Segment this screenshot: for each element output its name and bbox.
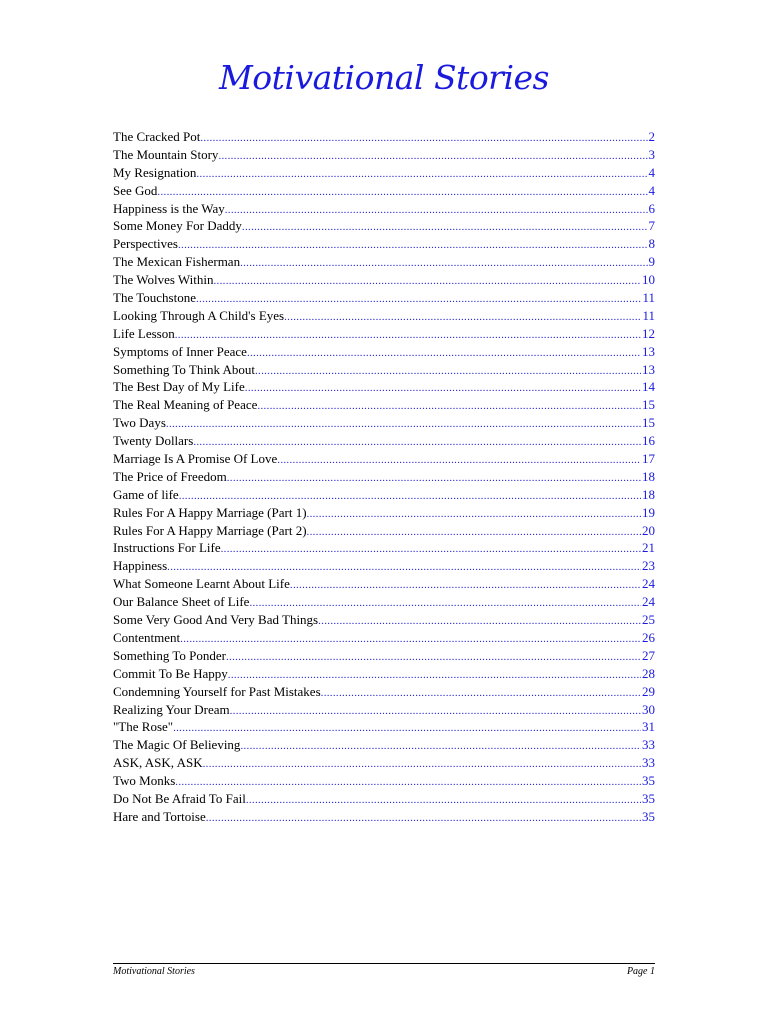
toc-entry[interactable]: [113, 754, 655, 772]
toc-dot-leader: [247, 345, 641, 363]
toc-entry[interactable]: [113, 217, 655, 235]
toc-entry-page-number[interactable]: 11: [642, 307, 655, 323]
toc-entry-page-number[interactable]: 8: [648, 236, 655, 252]
toc-dot-leader: [307, 506, 641, 524]
toc-entry[interactable]: [113, 343, 655, 361]
toc-entry-title[interactable]: What Someone Learnt About Life: [113, 576, 290, 592]
toc-entry-title[interactable]: My Resignation: [113, 164, 197, 180]
toc-entry-title[interactable]: Hare and Tortoise: [113, 808, 206, 824]
toc-entry-title[interactable]: Perspectives: [113, 236, 178, 252]
toc-entry[interactable]: [113, 808, 655, 826]
toc-dot-leader: [203, 756, 641, 774]
toc-entry-page-number[interactable]: 24: [642, 576, 655, 592]
toc-entry-page-number[interactable]: 35: [642, 773, 655, 789]
toc-entry-page-number[interactable]: 33: [642, 737, 655, 753]
footer-document-name: Motivational Stories: [113, 966, 195, 977]
toc-entry[interactable]: [113, 146, 655, 164]
toc-entry-title[interactable]: ASK, ASK, ASK: [113, 755, 203, 771]
toc-entry[interactable]: [113, 575, 655, 593]
toc-entry[interactable]: [113, 432, 655, 450]
toc-dot-leader: [214, 273, 642, 291]
toc-entry[interactable]: [113, 378, 655, 396]
toc-entry-title[interactable]: The Mexican Fisherman: [113, 254, 241, 270]
toc-entry-title[interactable]: Symptoms of Inner Peace: [113, 343, 247, 359]
toc-entry-page-number[interactable]: 35: [642, 808, 655, 824]
toc-entry-page-number[interactable]: 10: [642, 272, 655, 288]
toc-entry[interactable]: [113, 718, 655, 736]
toc-entry-title[interactable]: The Best Day of My Life: [113, 379, 245, 395]
toc-dot-leader: [246, 792, 641, 810]
toc-entry-title[interactable]: Two Monks: [113, 773, 176, 789]
toc-dot-leader: [200, 130, 647, 148]
toc-entry[interactable]: [113, 200, 655, 218]
toc-entry-title[interactable]: The Real Meaning of Peace: [113, 397, 258, 413]
toc-entry-page-number[interactable]: 6: [648, 200, 655, 216]
toc-dot-leader: [178, 237, 648, 255]
toc-entry[interactable]: [113, 414, 655, 432]
toc-entry-title[interactable]: "The Rose": [113, 719, 174, 735]
toc-entry[interactable]: [113, 611, 655, 629]
toc-entry[interactable]: [113, 557, 655, 575]
toc-dot-leader: [180, 631, 641, 649]
toc-entry-page-number[interactable]: 19: [642, 504, 655, 520]
toc-dot-leader: [257, 398, 641, 416]
toc-entry-page-number[interactable]: 29: [642, 683, 655, 699]
toc-entry-page-number[interactable]: 33: [642, 755, 655, 771]
toc-entry[interactable]: [113, 522, 655, 540]
toc-dot-leader: [307, 524, 641, 542]
toc-entry-title[interactable]: Looking Through A Child's Eyes: [113, 307, 285, 323]
toc-dot-leader: [242, 219, 648, 237]
toc-entry-page-number[interactable]: 31: [642, 719, 655, 735]
toc-dot-leader: [230, 703, 641, 721]
toc-entry-title[interactable]: Rules For A Happy Marriage (Part 2): [113, 522, 307, 538]
toc-dot-leader: [321, 685, 641, 703]
toc-entry-page-number[interactable]: 15: [642, 397, 655, 413]
toc-entry-title[interactable]: Life Lesson: [113, 325, 175, 341]
toc-entry-page-number[interactable]: 21: [642, 540, 655, 556]
footer-page-number: Page 1: [626, 966, 655, 977]
toc-entry-title[interactable]: The Touchstone: [113, 290, 196, 306]
toc-entry[interactable]: [113, 504, 655, 522]
toc-entry-page-number[interactable]: 18: [642, 486, 655, 502]
toc-entry-page-number[interactable]: 18: [642, 468, 655, 484]
toc-entry[interactable]: [113, 772, 655, 790]
toc-entry-page-number[interactable]: 17: [642, 451, 655, 467]
toc-entry-page-number[interactable]: 14: [642, 379, 655, 395]
toc-entry-title[interactable]: Contentment: [113, 629, 181, 645]
toc-entry-page-number[interactable]: 11: [642, 290, 655, 306]
toc-entry-page-number[interactable]: 27: [642, 647, 655, 663]
toc-entry[interactable]: [113, 361, 655, 379]
toc-dot-leader: [284, 309, 641, 327]
toc-dot-leader: [206, 810, 641, 828]
toc-dot-leader: [255, 363, 641, 381]
toc-entry[interactable]: [113, 701, 655, 719]
toc-entry-title[interactable]: Happiness is the Way: [113, 200, 225, 216]
toc-entry-title[interactable]: Condemning Yourself for Past Mistakes: [113, 683, 321, 699]
toc-dot-leader: [221, 541, 641, 559]
toc-entry-title[interactable]: Something To Ponder: [113, 647, 226, 663]
toc-entry-title[interactable]: Game of life: [113, 486, 179, 502]
toc-entry-title[interactable]: Our Balance Sheet of Life: [113, 594, 250, 610]
toc-entry[interactable]: [113, 289, 655, 307]
toc-entry-page-number[interactable]: 3: [648, 146, 655, 162]
toc-entry[interactable]: [113, 683, 655, 701]
toc-entry-title[interactable]: Twenty Dollars: [113, 433, 194, 449]
toc-entry[interactable]: [113, 325, 655, 343]
toc-dot-leader: [245, 380, 641, 398]
toc-dot-leader: [226, 649, 641, 667]
toc-entry-title[interactable]: Rules For A Happy Marriage (Part 1): [113, 504, 307, 520]
toc-dot-leader: [218, 148, 647, 166]
toc-entry[interactable]: [113, 736, 655, 754]
toc-entry-title[interactable]: The Magic Of Believing: [113, 737, 241, 753]
toc-entry-page-number[interactable]: 13: [642, 361, 655, 377]
toc-entry[interactable]: [113, 468, 655, 486]
toc-entry-page-number[interactable]: 12: [642, 325, 655, 341]
toc-entry[interactable]: [113, 790, 655, 808]
toc-entry[interactable]: [113, 396, 655, 414]
toc-entry-page-number[interactable]: 13: [642, 343, 655, 359]
toc-entry-page-number[interactable]: 2: [648, 129, 655, 144]
toc-entry-page-number[interactable]: 30: [642, 701, 655, 717]
toc-entry[interactable]: [113, 539, 655, 557]
toc-entry-page-number[interactable]: 35: [642, 790, 655, 806]
toc-entry-title[interactable]: Two Days: [113, 415, 166, 431]
toc-dot-leader: [166, 416, 641, 434]
toc-entry-page-number[interactable]: 7: [648, 218, 655, 234]
toc-entry-page-number[interactable]: 15: [642, 415, 655, 431]
toc-entry-title[interactable]: The Wolves Within: [113, 272, 214, 288]
footer-divider: [113, 963, 655, 964]
toc-entry-page-number[interactable]: 4: [648, 164, 655, 180]
toc-entry[interactable]: [113, 235, 655, 253]
toc-entry-page-number[interactable]: 26: [642, 629, 655, 645]
toc-entry-title[interactable]: Something To Think About: [113, 361, 255, 377]
toc-entry[interactable]: [113, 128, 655, 146]
toc-entry[interactable]: [113, 647, 655, 665]
document-title: Motivational Stories: [219, 58, 549, 97]
toc-dot-leader: [196, 166, 647, 184]
toc-dot-leader: [240, 738, 641, 756]
toc-entry-title[interactable]: Some Very Good And Very Bad Things: [113, 612, 319, 628]
toc-entry[interactable]: [113, 665, 655, 683]
table-of-contents: [113, 128, 655, 826]
toc-dot-leader: [240, 255, 647, 273]
toc-entry-title[interactable]: Do Not Be Afraid To Fail: [113, 790, 246, 806]
toc-entry-title[interactable]: The Cracked Pot: [113, 129, 201, 144]
toc-dot-leader: [318, 613, 641, 631]
toc-entry-page-number[interactable]: 4: [648, 182, 655, 198]
toc-entry-page-number[interactable]: 23: [642, 558, 655, 574]
toc-dot-leader: [157, 184, 647, 202]
toc-entry-title[interactable]: Marriage Is A Promise Of Love: [113, 451, 278, 467]
toc-entry-page-number[interactable]: 9: [648, 254, 655, 270]
toc-entry-page-number[interactable]: 25: [642, 612, 655, 628]
toc-entry[interactable]: [113, 486, 655, 504]
toc-entry[interactable]: [113, 307, 655, 325]
toc-entry-title[interactable]: Happiness: [113, 558, 168, 574]
toc-entry[interactable]: [113, 629, 655, 647]
toc-entry-page-number[interactable]: 28: [642, 665, 655, 681]
toc-entry-title[interactable]: Instructions For Life: [113, 540, 221, 556]
toc-entry[interactable]: [113, 164, 655, 182]
toc-dot-leader: [173, 720, 641, 738]
toc-dot-leader: [277, 452, 641, 470]
toc-entry-title[interactable]: See God: [113, 182, 158, 198]
toc-dot-leader: [227, 470, 641, 488]
toc-entry-page-number[interactable]: 20: [642, 522, 655, 538]
toc-entry-title[interactable]: Some Money For Daddy: [113, 218, 242, 234]
toc-entry[interactable]: [113, 271, 655, 289]
toc-entry[interactable]: [113, 450, 655, 468]
toc-entry-page-number[interactable]: 24: [642, 594, 655, 610]
toc-entry[interactable]: [113, 182, 655, 200]
toc-entry-title[interactable]: The Mountain Story: [113, 146, 219, 162]
toc-dot-leader: [290, 577, 641, 595]
toc-dot-leader: [225, 202, 648, 220]
toc-entry-title[interactable]: The Price of Freedom: [113, 468, 227, 484]
toc-entry-title[interactable]: Commit To Be Happy: [113, 665, 228, 681]
toc-entry[interactable]: [113, 593, 655, 611]
toc-entry[interactable]: [113, 253, 655, 271]
toc-entry-title[interactable]: Realizing Your Dream: [113, 701, 230, 717]
toc-entry-page-number[interactable]: 16: [642, 433, 655, 449]
